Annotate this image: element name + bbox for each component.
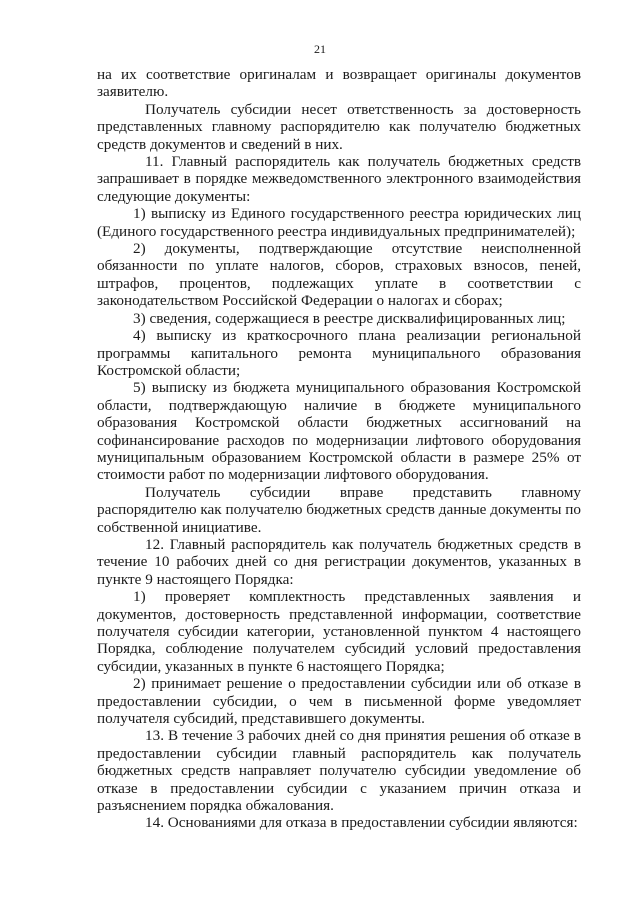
list-item-12-2: 2) принимает решение о предоставлении субсидии или об отказе в предоставлении субсидии, о чем в письменной форме уведомляет получателя субсидий, представившего документы. bbox=[97, 675, 581, 728]
page-number: 21 bbox=[314, 42, 326, 56]
document-body bbox=[97, 66, 581, 832]
paragraph-clause-13: 13. В течение 3 рабочих дней со дня принятия решения об отказе в предоставлении субсидии главный распорядитель как получатель бюджетных средств направляет получателю субсидии уведомление об отказе в предоставлении субсидии с указанием причин отказа и разъяснением порядка обжалования. bbox=[97, 727, 581, 815]
list-item-11-5: 5) выписку из бюджета муниципального образования Костромской области, подтверждающую наличие в бюджете муниципального образования Костромской области бюджетных ассигнований на софинансирование расходов по модернизации лифтового оборудования муниципальным образованием Костромской области в размере 25% от стоимости работ по модернизации лифтового оборудования. bbox=[97, 379, 581, 484]
list-item-11-3: 3) сведения, содержащиеся в реестре дисквалифицированных лиц; bbox=[133, 309, 566, 327]
list-item-12-1: 1) проверяет комплектность представленных заявления и документов, достоверность представленной информации, соответствие получателя субсидии категории, установленной пунктом 4 настоящего Порядка, соблюдение получателем субсидий условий предоставления субсидии, указанных в пункте 6 настоящего Порядка; bbox=[97, 588, 581, 675]
paragraph-clause-11: 11. Главный распорядитель как получатель бюджетных средств запрашивает в порядке межведомственного электронного взаимодействия следующие документы: bbox=[97, 153, 581, 205]
paragraph-clause-12: 12. Главный распорядитель как получатель бюджетных средств в течение 10 рабочих дней со дня регистрации документов, указанных в пункте 9 настоящего Порядка: bbox=[97, 535, 581, 588]
paragraph-own-initiative: Получатель субсидии вправе представить главному распорядителю как получателю бюджетных средств данные документы по собственной инициативе. bbox=[97, 483, 581, 536]
paragraph-responsibility: Получатель субсидии несет ответственность за достоверность представленных главному распорядителю как получателю бюджетных средств документов и сведений в них. bbox=[97, 100, 581, 153]
paragraph-continuation: на их соответствие оригиналам и возвращает оригиналы документов заявителю. bbox=[97, 66, 581, 101]
list-item-11-1: 1) выписку из Единого государственного реестра юридических лиц (Единого государственного реестра индивидуальных предпринимателей); bbox=[97, 205, 581, 240]
list-item-11-2: 2) документы, подтверждающие отсутствие неисполненной обязанности по уплате налогов, сборов, страховых взносов, пеней, штрафов, процентов, подлежащих уплате в соответствии с законодательством Российской Федерации о налогах и сборах; bbox=[97, 240, 581, 310]
paragraph-clause-14: 14. Основаниями для отказа в предоставлении субсидии являются: bbox=[145, 814, 578, 832]
list-item-11-4: 4) выписку из краткосрочного плана реализации региональной программы капитального ремонта муниципального образования Костромской области; bbox=[97, 327, 581, 379]
